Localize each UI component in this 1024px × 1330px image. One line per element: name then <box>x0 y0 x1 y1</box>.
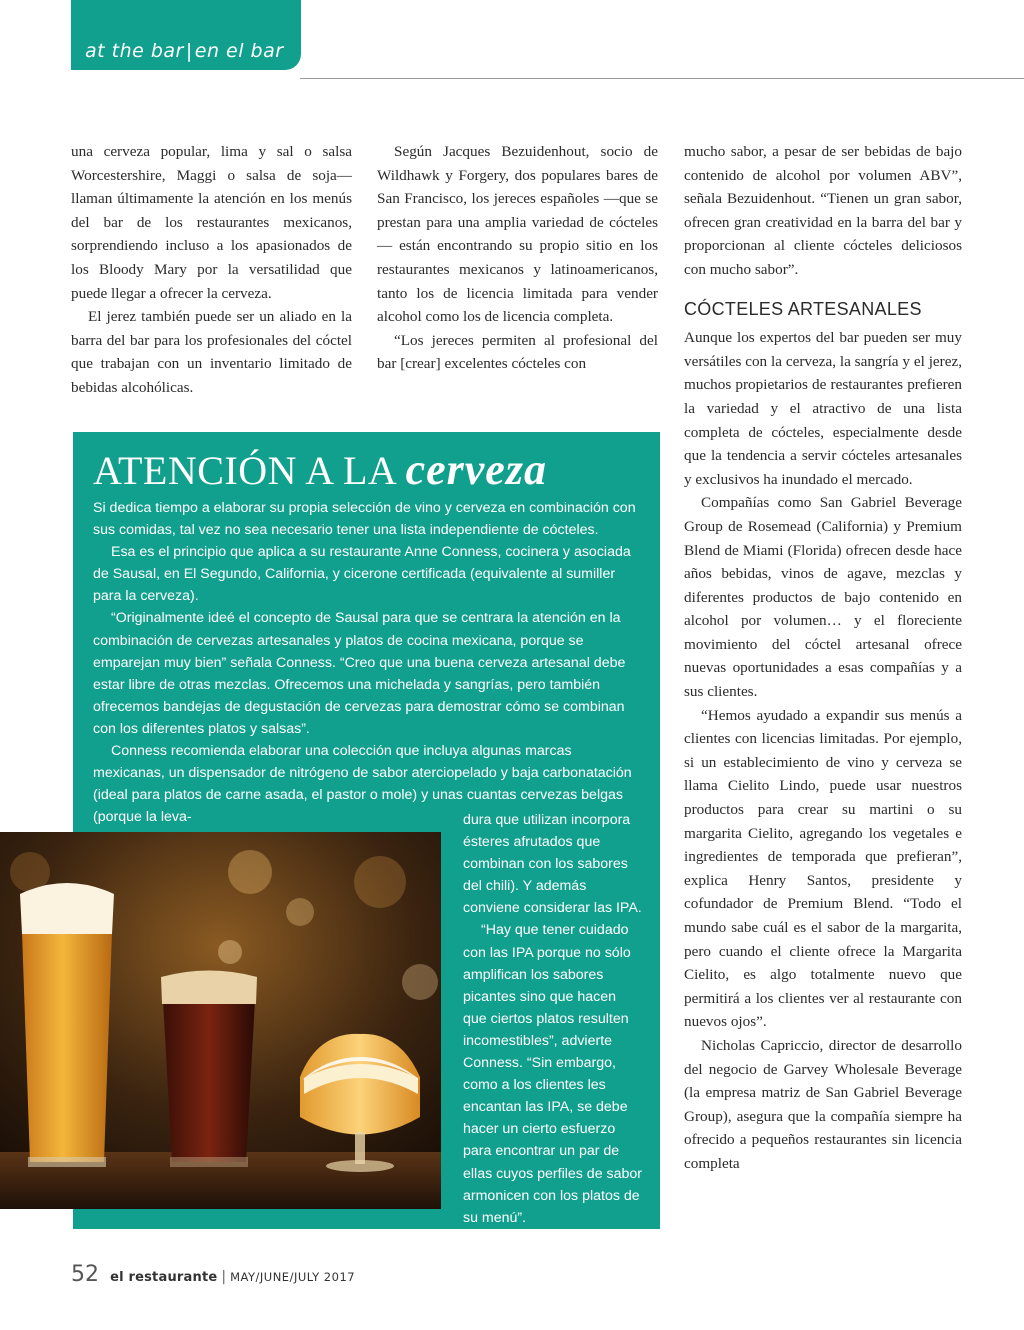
sidebar-paragraph: “Hay que tener cuidado con las IPA porque no sólo amplifican los sabores picantes sino que hacen que ciertos platos resulten incomestibles”, advierte Conness. “Sin embargo, como a los clientes les encantan las IPA, se debe hacer un cierto esfuerzo para encontrar un par de ellas cuyos perfiles de sabor armonicen con los platos de su menú”. <box>463 922 643 1226</box>
page-footer <box>71 1262 355 1287</box>
sidebar-title-main: ATENCIÓN A LA <box>93 448 396 493</box>
footer-separator: | <box>221 1269 227 1285</box>
sidebar-paragraph: Si dedica tiempo a elaborar su propia selección de vino y cerveza en combinación con sus comidas, tal vez no sea necesario tener una lista independiente de cócteles. <box>93 500 636 539</box>
issue-date: MAY/JUNE/JULY 2017 <box>230 1270 356 1284</box>
article-column-2 <box>377 140 658 376</box>
section-subhead: CÓCTELES ARTESANALES <box>684 298 922 319</box>
sidebar-paragraph: dura que utilizan incorpora ésteres afrutados que combinan con los sabores del chili). Y además conviene considerar las IPA. <box>463 812 642 917</box>
sidebar-paragraph: Esa es el principio que aplica a su restaurante Anne Conness, cocinera y asociada de Sausal, en El Segundo, California, y cicerone certificada (equivalente al sumiller para la cerveza). <box>93 544 631 605</box>
article-column-3 <box>684 140 962 1176</box>
paragraph: Aunque los expertos del bar pueden ser muy versátiles con la cerveza, la sangría y el jerez, muchos propietarios de restaurantes prefieren la variedad y el atractivo de una lista completa de cócteles, especialmente desde que la tendencia a servir cócteles artesanales y exclusivos ha inundado el mercado. <box>684 329 962 488</box>
paragraph: “Los jereces permiten al profesional del bar [crear] excelentes cócteles con <box>377 331 658 373</box>
paragraph: “Hemos ayudado a expandir sus menús a clientes con licencias limitadas. Por ejemplo, si un establecimiento de vino y cerveza se llama Cielito Lindo, puede usar nuestros productos para crear su martini o su margarita Cielito, agregando los vegetales e ingredientes de temporada que prefieran”, explica Henry Santos, presidente y cofundador de Premium Blend. “Todo el mundo sabe cuál es el sabor de la margarita, pero cuando el cliente ofrece la Margarita Cielito, es algo totalmente nuevo que permitirá a los clientes ver al restaurante con nuevos ojos”. <box>684 706 962 1031</box>
paragraph: Según Jacques Bezuidenhout, socio de Wildhawk y Forgery, dos populares bares de San Francisco, los jereces españoles —que se prestan para una amplia variedad de cócteles— están encontrando su propio sitio en los restaurantes mexicanos y latinoamericanos, tanto los de licencia limitada para vender alcohol como los de licencia completa. <box>377 143 658 326</box>
sidebar-title <box>93 445 547 496</box>
section-tab <box>71 0 301 70</box>
section-label-es: en el bar <box>194 40 284 62</box>
section-label <box>85 40 284 62</box>
header-rule <box>300 78 1024 79</box>
sidebar-title-accent: cerveza <box>405 445 547 494</box>
sidebar-body-continued <box>463 809 643 1229</box>
sidebar-paragraph: “Originalmente ideé el concepto de Sausal para que se centrara la atención en la combinación de cervezas artesanales y platos de cocina mexicana, porque se emparejan muy bien” señala Conness. “Creo que una buena cerveza artesanal debe estar libre de otras mezclas. Ofrecemos una michelada y sangrías, pero también ofrecemos bandejas de degustación de cervezas para demostrar cómo se combinan con los diferentes platos y salsas”. <box>93 610 626 737</box>
section-separator: | <box>185 40 193 62</box>
magazine-name: el restaurante <box>110 1270 218 1285</box>
page-number: 52 <box>71 1262 99 1287</box>
paragraph: El jerez también puede ser un aliado en la barra del bar para los profesionales del cóctel que trabajan con un inventario limitado de bebidas alcohólicas. <box>71 308 352 396</box>
paragraph: una cerveza popular, lima y sal o salsa Worcestershire, Maggi o salsa de soja— llaman últimamente la atención en los menús del bar de los restaurantes mexicanos, sorprendiendo incluso a los apasionados de los Bloody Mary por la versatilidad que puede llegar a ofrecer la cerveza. <box>71 143 352 302</box>
beer-glasses-photo <box>0 832 441 1209</box>
sidebar-body <box>93 497 638 828</box>
sidebar-paragraph: Conness recomienda elaborar una colección que incluya algunas marcas mexicanas, un dispensador de nitrógeno de sabor aterciopelado y baja carbonatación (ideal para platos de carne asada, el pastor o mole) y unas cuantas cervezas belgas (porque la leva- <box>93 743 632 826</box>
paragraph: Nicholas Capriccio, director de desarrollo del negocio de Garvey Wholesale Beverage (la empresa matriz de San Gabriel Beverage Group), asegura que la compañía siempre ha ofrecido a pequeños restaurantes sin licencia completa <box>684 1036 962 1172</box>
paragraph: Compañías como San Gabriel Beverage Group de Rosemead (California) y Premium Blend de Miami (Florida) ofrecen desde hace años bebidas, vinos de agave, mezclas y diferentes productos de bajo contenido en alcohol por volumen… y el floreciente movimiento del cóctel artesanal ofrece nuevas oportunidades a esas compañías y a sus clientes. <box>684 494 962 701</box>
article-column-1 <box>71 140 352 400</box>
section-label-en: at the bar <box>85 40 184 62</box>
beer-glasses-illustration <box>0 832 441 1209</box>
paragraph: mucho sabor, a pesar de ser bebidas de bajo contenido de alcohol por volumen ABV”, señala Bezuidenhout. “Tienen un gran sabor, ofrecen gran creatividad en la barra del bar y proporcionan al cliente cócteles deliciosos con mucho sabor”. <box>684 143 962 278</box>
